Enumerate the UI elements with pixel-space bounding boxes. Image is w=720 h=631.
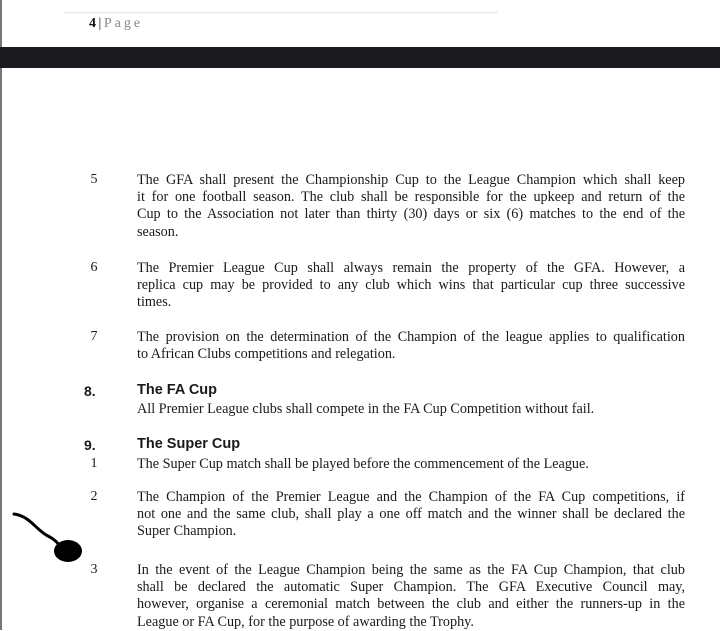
ink-annotation-arrow <box>0 0 120 630</box>
section-6-text <box>137 260 685 312</box>
subsection-number: 3 <box>90 562 98 577</box>
section-8-text <box>137 401 685 418</box>
section-number: 5 <box>90 172 98 187</box>
subsection-2-text <box>137 489 685 541</box>
section-number: 7 <box>90 329 98 344</box>
text-line: The Premier League Cup shall always remain the property of the GFA. However, a <box>137 260 685 276</box>
text-line: The Super Cup match shall be played before the commencement of the League. <box>137 456 589 472</box>
text-line: however, organise a ceremonial match between the club and either the runners-up in the <box>137 596 685 613</box>
subsection-number: 2 <box>90 489 98 504</box>
text-line: The Champion of the Premier League and the Champion of the FA Cup competitions, if <box>137 489 685 505</box>
text-line: The provision on the determination of the Champion of the league applies to qualification <box>137 329 685 345</box>
section-7-text <box>137 329 685 363</box>
text-line: to African Clubs competitions and relegation. <box>137 346 396 363</box>
header-rule <box>64 12 498 13</box>
text-line: The GFA shall present the Championship Cup to the League Champion which shall keep <box>137 172 685 188</box>
page-separator: | <box>98 16 103 31</box>
page-label: Page <box>103 16 144 31</box>
text-line: shall be declared the automatic Super Champion. The GFA Executive Council may, <box>137 579 685 596</box>
text-line: it for one football season. The club shall be responsible for the upkeep and return of the <box>137 189 685 206</box>
section-heading-fa-cup: The FA Cup <box>137 382 218 398</box>
subsection-3-text <box>137 562 685 631</box>
text-line: times. <box>137 294 172 311</box>
text-line: Cup to the Association not later than thirty (30) days or six (6) matches to the end of the <box>137 206 685 223</box>
text-line: season. <box>137 223 179 240</box>
text-line: In the event of the League Champion being the same as the FA Cup Champion, that club <box>137 562 685 578</box>
section-5-text <box>137 172 685 241</box>
text-line: replica cup may be provided to any club which wins that particular cup three successive <box>137 277 685 294</box>
page-number: 4 <box>89 16 98 31</box>
section-number: 6 <box>90 260 98 275</box>
subsection-1-text <box>137 456 685 473</box>
text-line: not one and the same club, shall play a one off match and the winner shall be declared the <box>137 506 685 523</box>
text-line: All Premier League clubs shall compete in the FA Cup Competition without fail. <box>137 401 595 417</box>
text-line: Super Champion. <box>137 523 237 540</box>
subsection-number: 1 <box>90 456 98 471</box>
text-line: League or FA Cup, for the purpose of awarding the Trophy. <box>137 613 474 630</box>
section-heading-super-cup: The Super Cup <box>137 436 241 452</box>
section-number: 8. <box>84 383 96 399</box>
section-number: 9. <box>84 437 96 453</box>
